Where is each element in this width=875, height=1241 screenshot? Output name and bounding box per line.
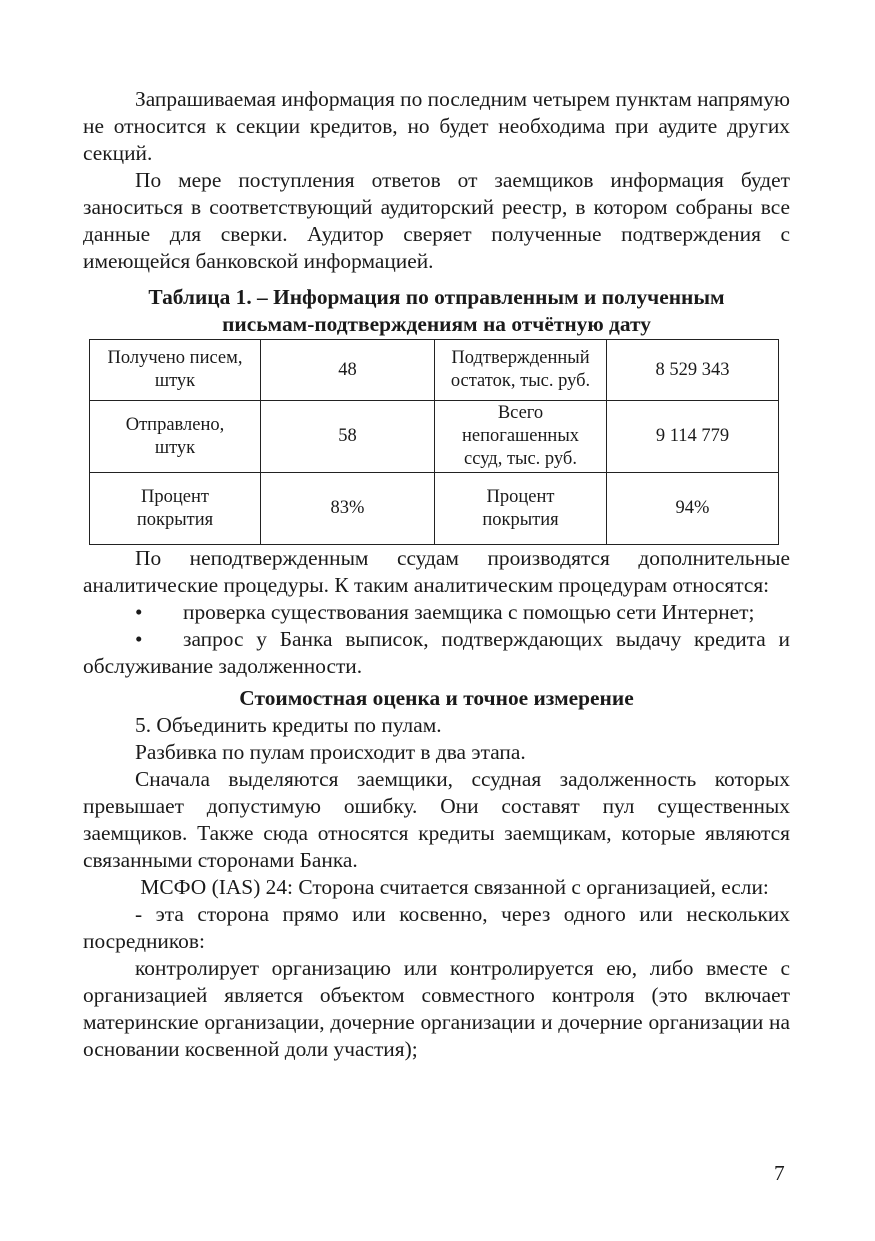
table-row [90, 401, 779, 473]
paragraph: контролирует организацию или контролируется ею, либо вместе с организацией является объектом совместного контроля (это включает материнские организации, дочерние организации и дочерние организации на основании косвенной доли участия); [83, 956, 790, 1061]
bullet-text: запрос у Банка выписок, подтверждающих выдачу кредита и обслуживание задолженности. [83, 627, 790, 678]
table-cell-value: 8 529 343 [607, 340, 779, 401]
table-row [90, 473, 779, 545]
table-cell-label: Получено писем, штук [90, 340, 261, 401]
paragraph: - эта сторона прямо или косвенно, через одного или нескольких посредников: [83, 902, 790, 953]
table-caption [83, 284, 790, 338]
bullet-item [83, 599, 790, 626]
page-number: 7 [774, 1161, 785, 1185]
paragraph: По мере поступления ответов от заемщиков информация будет заноситься в соответствующий аудиторский реестр, в котором собраны все данные для сверки. Аудитор сверяет полученные подтверждения с имеющейся банковской информацией. [83, 168, 790, 273]
table-cell-value: 94% [607, 473, 779, 545]
table-row [90, 340, 779, 401]
section-heading: Стоимостная оценка и точное измерение [239, 686, 634, 710]
paragraph: Запрашиваемая информация по последним четырем пунктам напрямую не относится к секции кредитов, но будет необходима при аудите других секций. [83, 87, 790, 165]
table-cell-value: 9 114 779 [607, 401, 779, 473]
table-cell-value: 58 [261, 401, 435, 473]
table-cell-label: Всего непогашенных ссуд, тыс. руб. [435, 401, 607, 473]
table-caption-line: Таблица 1. – Информация по отправленным и полученным [148, 285, 725, 309]
confirmation-table [89, 339, 779, 545]
paragraph: 5. Объединить кредиты по пулам. [135, 713, 442, 737]
table-caption-line: письмам-подтверждениям на отчётную дату [222, 312, 651, 336]
table-cell-label: Процент покрытия [90, 473, 261, 545]
table-cell-label: Процент покрытия [435, 473, 607, 545]
table-cell-value: 48 [261, 340, 435, 401]
paragraph: По неподтвержденным ссудам производятся дополнительные аналитические процедуры. К таким аналитическим процедурам относятся: [83, 546, 790, 597]
table-cell-label: Отправлено, штук [90, 401, 261, 473]
table-cell-value: 83% [261, 473, 435, 545]
bullet-item [83, 626, 790, 680]
paragraph: МСФО (IAS) 24: Сторона считается связанной с организацией, если: [135, 875, 769, 899]
bullet-text: проверка существования заемщика с помощью сети Интернет; [183, 600, 755, 624]
bullet-icon: • [135, 627, 143, 651]
paragraph: Сначала выделяются заемщики, ссудная задолженность которых превышает допустимую ошибку. Они составят пул существенных заемщиков. Также сюда относятся кредиты заемщикам, которые являются связанными сторонами Банка. [83, 767, 790, 872]
table-cell-label: Подтвержденный остаток, тыс. руб. [435, 340, 607, 401]
bullet-icon: • [135, 600, 143, 624]
paragraph: Разбивка по пулам происходит в два этапа. [135, 740, 526, 764]
document-page [83, 86, 790, 1063]
